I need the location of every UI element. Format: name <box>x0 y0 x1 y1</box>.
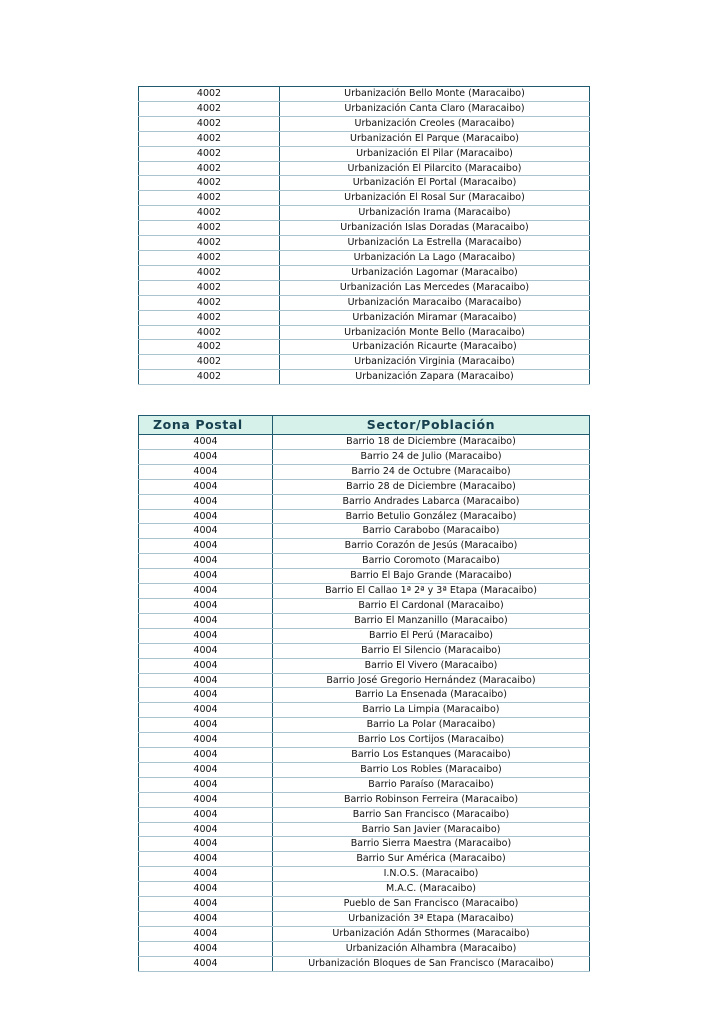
table-row <box>139 116 590 131</box>
table-row <box>139 509 590 524</box>
zona-postal-cell: 4002 <box>139 280 280 295</box>
sector-cell: M.A.C. (Maracaibo) <box>273 882 590 897</box>
table-row <box>139 554 590 569</box>
table-row <box>139 762 590 777</box>
table-row <box>139 479 590 494</box>
sector-cell: Barrio 24 de Octubre (Maracaibo) <box>273 464 590 479</box>
table-row <box>139 310 590 325</box>
sector-cell: Pueblo de San Francisco (Maracaibo) <box>273 897 590 912</box>
table-row <box>139 494 590 509</box>
sector-cell: Barrio La Ensenada (Maracaibo) <box>273 688 590 703</box>
table-row <box>139 325 590 340</box>
zona-postal-cell: 4002 <box>139 370 280 385</box>
table-row <box>139 449 590 464</box>
zona-postal-cell: 4004 <box>139 822 273 837</box>
table-row <box>139 131 590 146</box>
sector-cell: Barrio Sur América (Maracaibo) <box>273 852 590 867</box>
table-row <box>139 867 590 882</box>
zona-postal-cell: 4004 <box>139 524 273 539</box>
zona-postal-cell: 4002 <box>139 236 280 251</box>
sector-cell: Urbanización Creoles (Maracaibo) <box>280 116 590 131</box>
sector-cell: Barrio Betulio González (Maracaibo) <box>273 509 590 524</box>
sector-cell: Urbanización Lagomar (Maracaibo) <box>280 265 590 280</box>
sector-cell: Barrio 28 de Diciembre (Maracaibo) <box>273 479 590 494</box>
zona-postal-cell: 4002 <box>139 265 280 280</box>
table-row <box>139 658 590 673</box>
table-row <box>139 524 590 539</box>
table-row <box>139 236 590 251</box>
sector-cell: Barrio Los Cortijos (Maracaibo) <box>273 733 590 748</box>
zona-postal-cell: 4004 <box>139 762 273 777</box>
zona-postal-cell: 4002 <box>139 355 280 370</box>
sector-cell: Barrio Paraíso (Maracaibo) <box>273 777 590 792</box>
zona-postal-cell: 4002 <box>139 295 280 310</box>
zona-postal-cell: 4004 <box>139 897 273 912</box>
postal-table <box>138 415 590 972</box>
zona-postal-cell: 4004 <box>139 688 273 703</box>
zona-postal-cell: 4002 <box>139 116 280 131</box>
sector-cell: Barrio La Limpia (Maracaibo) <box>273 703 590 718</box>
zona-postal-cell: 4002 <box>139 161 280 176</box>
sector-cell: Barrio El Callao 1ª 2ª y 3ª Etapa (Maracaibo) <box>273 584 590 599</box>
zona-postal-cell: 4002 <box>139 325 280 340</box>
sector-cell: Barrio Andrades Labarca (Maracaibo) <box>273 494 590 509</box>
sector-cell: Urbanización La Lago (Maracaibo) <box>280 250 590 265</box>
table-row <box>139 807 590 822</box>
postal-table-body <box>139 435 590 972</box>
sector-cell: Barrio 18 de Diciembre (Maracaibo) <box>273 435 590 450</box>
table-row <box>139 852 590 867</box>
sector-cell: Barrio Los Robles (Maracaibo) <box>273 762 590 777</box>
sector-cell: Urbanización El Rosal Sur (Maracaibo) <box>280 191 590 206</box>
sector-cell: Barrio Coromoto (Maracaibo) <box>273 554 590 569</box>
sector-cell: Urbanización Irama (Maracaibo) <box>280 206 590 221</box>
sector-cell: Urbanización Alhambra (Maracaibo) <box>273 941 590 956</box>
postal-table-continued <box>138 86 590 385</box>
table-row <box>139 643 590 658</box>
table-row <box>139 280 590 295</box>
zona-postal-cell: 4004 <box>139 926 273 941</box>
zona-postal-cell: 4004 <box>139 837 273 852</box>
sector-cell: Urbanización Monte Bello (Maracaibo) <box>280 325 590 340</box>
table-row <box>139 792 590 807</box>
zona-postal-cell: 4004 <box>139 807 273 822</box>
sector-cell: Barrio La Polar (Maracaibo) <box>273 718 590 733</box>
zona-postal-cell: 4004 <box>139 643 273 658</box>
sector-cell: Urbanización Maracaibo (Maracaibo) <box>280 295 590 310</box>
sector-cell: Barrio San Javier (Maracaibo) <box>273 822 590 837</box>
table-row <box>139 191 590 206</box>
zona-postal-cell: 4004 <box>139 777 273 792</box>
table-row <box>139 882 590 897</box>
table-row <box>139 464 590 479</box>
table-row <box>139 703 590 718</box>
zona-postal-cell: 4004 <box>139 435 273 450</box>
table-row <box>139 101 590 116</box>
sector-cell: Urbanización El Pilarcito (Maracaibo) <box>280 161 590 176</box>
table-row <box>139 265 590 280</box>
zona-postal-cell: 4004 <box>139 554 273 569</box>
zona-postal-cell: 4004 <box>139 494 273 509</box>
sector-cell: Urbanización Las Mercedes (Maracaibo) <box>280 280 590 295</box>
sector-cell: Urbanización Zapara (Maracaibo) <box>280 370 590 385</box>
table-row <box>139 161 590 176</box>
header-sector-poblacion: Sector/Población <box>273 416 590 435</box>
sector-cell: Barrio El Bajo Grande (Maracaibo) <box>273 569 590 584</box>
sector-cell: Urbanización El Portal (Maracaibo) <box>280 176 590 191</box>
sector-cell: Barrio El Cardonal (Maracaibo) <box>273 598 590 613</box>
zona-postal-cell: 4004 <box>139 852 273 867</box>
sector-cell: Urbanización Ricaurte (Maracaibo) <box>280 340 590 355</box>
table-row <box>139 176 590 191</box>
zona-postal-cell: 4002 <box>139 221 280 236</box>
table-row <box>139 733 590 748</box>
table-row <box>139 584 590 599</box>
zona-postal-cell: 4004 <box>139 449 273 464</box>
zona-postal-cell: 4004 <box>139 479 273 494</box>
table-row <box>139 435 590 450</box>
zona-postal-cell: 4004 <box>139 792 273 807</box>
sector-cell: Barrio 24 de Julio (Maracaibo) <box>273 449 590 464</box>
sector-cell: Urbanización Canta Claro (Maracaibo) <box>280 101 590 116</box>
sector-cell: Urbanización Islas Doradas (Maracaibo) <box>280 221 590 236</box>
table-row <box>139 926 590 941</box>
table-row <box>139 837 590 852</box>
zona-postal-cell: 4002 <box>139 176 280 191</box>
sector-cell: Barrio Carabobo (Maracaibo) <box>273 524 590 539</box>
zona-postal-cell: 4004 <box>139 956 273 971</box>
sector-cell: Urbanización 3ª Etapa (Maracaibo) <box>273 912 590 927</box>
table-row <box>139 688 590 703</box>
sector-cell: Urbanización El Pilar (Maracaibo) <box>280 146 590 161</box>
table-row <box>139 539 590 554</box>
table-row <box>139 628 590 643</box>
zona-postal-cell: 4004 <box>139 539 273 554</box>
table-row <box>139 718 590 733</box>
header-row <box>139 416 590 435</box>
zona-postal-cell: 4002 <box>139 340 280 355</box>
table-row <box>139 912 590 927</box>
table-row <box>139 613 590 628</box>
zona-postal-cell: 4004 <box>139 569 273 584</box>
zona-postal-cell: 4004 <box>139 912 273 927</box>
zona-postal-cell: 4004 <box>139 658 273 673</box>
table-row <box>139 206 590 221</box>
table-row <box>139 941 590 956</box>
zona-postal-cell: 4002 <box>139 101 280 116</box>
sector-cell: Barrio El Perú (Maracaibo) <box>273 628 590 643</box>
zona-postal-cell: 4002 <box>139 87 280 102</box>
zona-postal-cell: 4002 <box>139 146 280 161</box>
postal-table-continued-body <box>139 87 590 385</box>
table-row <box>139 822 590 837</box>
sector-cell: Barrio El Silencio (Maracaibo) <box>273 643 590 658</box>
sector-cell: Urbanización Miramar (Maracaibo) <box>280 310 590 325</box>
sector-cell: Urbanización Bello Monte (Maracaibo) <box>280 87 590 102</box>
sector-cell: Barrio El Manzanillo (Maracaibo) <box>273 613 590 628</box>
zona-postal-cell: 4004 <box>139 584 273 599</box>
table-row <box>139 250 590 265</box>
zona-postal-cell: 4004 <box>139 628 273 643</box>
table-row <box>139 748 590 763</box>
table-row <box>139 146 590 161</box>
table-row <box>139 777 590 792</box>
table-row <box>139 221 590 236</box>
table-row <box>139 598 590 613</box>
zona-postal-cell: 4002 <box>139 206 280 221</box>
zona-postal-cell: 4004 <box>139 673 273 688</box>
sector-cell: Barrio Robinson Ferreira (Maracaibo) <box>273 792 590 807</box>
zona-postal-cell: 4002 <box>139 250 280 265</box>
table-row <box>139 340 590 355</box>
zona-postal-cell: 4004 <box>139 748 273 763</box>
zona-postal-cell: 4004 <box>139 718 273 733</box>
sector-cell: Urbanización La Estrella (Maracaibo) <box>280 236 590 251</box>
zona-postal-cell: 4002 <box>139 131 280 146</box>
table-row <box>139 569 590 584</box>
sector-cell: Barrio El Vivero (Maracaibo) <box>273 658 590 673</box>
zona-postal-cell: 4004 <box>139 733 273 748</box>
sector-cell: Barrio Corazón de Jesús (Maracaibo) <box>273 539 590 554</box>
table-row <box>139 87 590 102</box>
zona-postal-cell: 4004 <box>139 464 273 479</box>
zona-postal-cell: 4004 <box>139 613 273 628</box>
table-row <box>139 295 590 310</box>
sector-cell: Barrio José Gregorio Hernández (Maracaibo) <box>273 673 590 688</box>
zona-postal-cell: 4004 <box>139 867 273 882</box>
zona-postal-cell: 4004 <box>139 598 273 613</box>
zona-postal-cell: 4004 <box>139 882 273 897</box>
sector-cell: Urbanización El Parque (Maracaibo) <box>280 131 590 146</box>
zona-postal-cell: 4004 <box>139 941 273 956</box>
zona-postal-cell: 4004 <box>139 703 273 718</box>
sector-cell: I.N.O.S. (Maracaibo) <box>273 867 590 882</box>
sector-cell: Urbanización Virginia (Maracaibo) <box>280 355 590 370</box>
zona-postal-cell: 4002 <box>139 191 280 206</box>
table-row <box>139 355 590 370</box>
sector-cell: Barrio San Francisco (Maracaibo) <box>273 807 590 822</box>
postal-table-header <box>139 416 590 435</box>
sector-cell: Urbanización Adán Sthormes (Maracaibo) <box>273 926 590 941</box>
zona-postal-cell: 4004 <box>139 509 273 524</box>
table-row <box>139 897 590 912</box>
sector-cell: Barrio Sierra Maestra (Maracaibo) <box>273 837 590 852</box>
header-zona-postal: Zona Postal <box>139 416 273 435</box>
table-row <box>139 673 590 688</box>
table-row <box>139 370 590 385</box>
sector-cell: Barrio Los Estanques (Maracaibo) <box>273 748 590 763</box>
zona-postal-cell: 4002 <box>139 310 280 325</box>
table-row <box>139 956 590 971</box>
sector-cell: Urbanización Bloques de San Francisco (Maracaibo) <box>273 956 590 971</box>
